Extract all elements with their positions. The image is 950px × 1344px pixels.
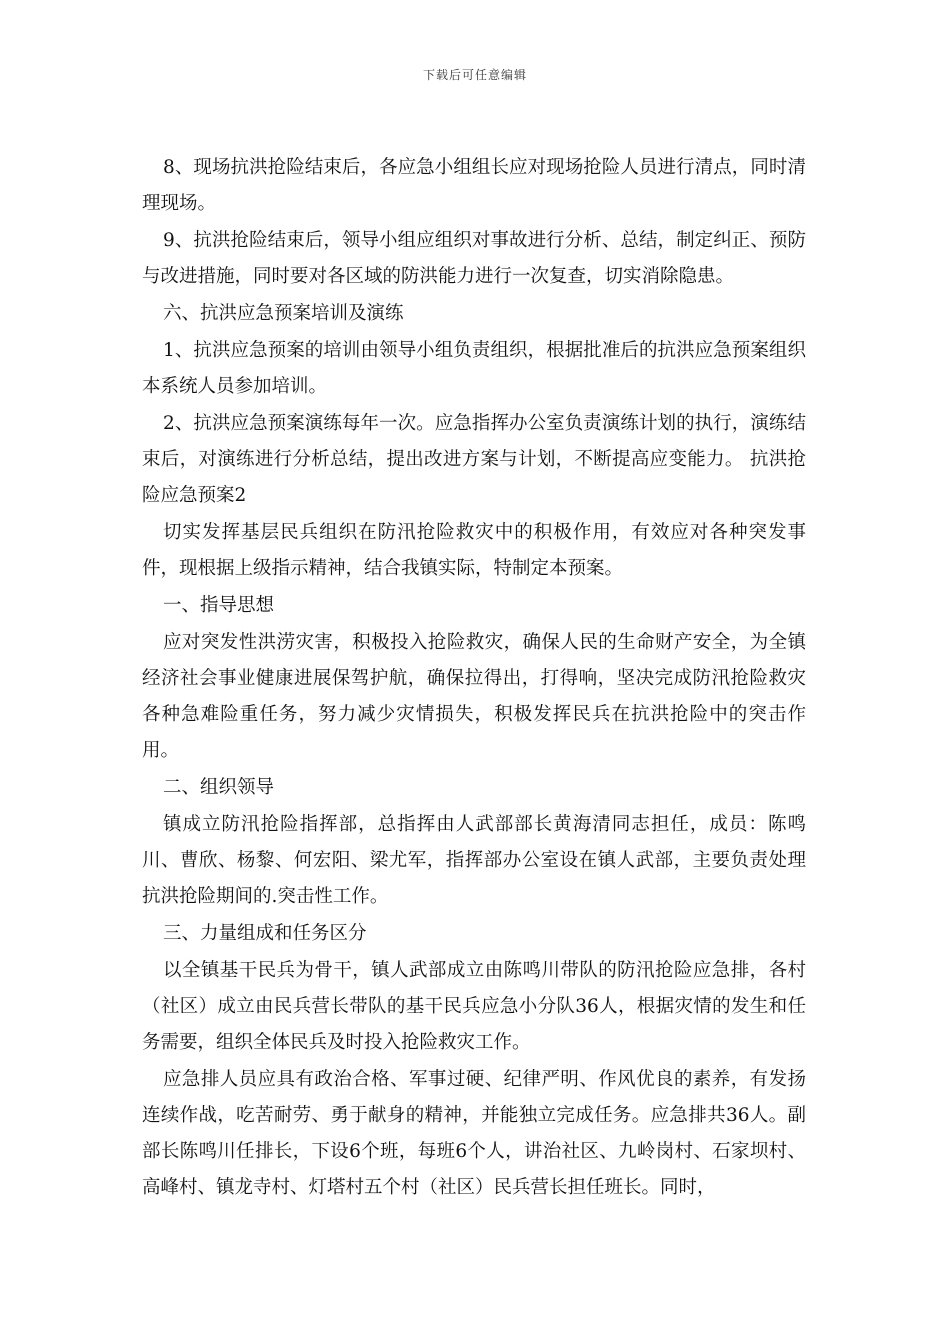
paragraph-guiding-thought: 应对突发性洪涝灾害，积极投入抢险救灾，确保人民的生命财产安全，为全镇经济社会事业健康进展保驾护航，确保拉得出，打得响，坚决完成防汛抢险救灾各种急难险重任务，努力减少灾情损失，积极发挥民兵在抗洪抢险中的突击作用。 bbox=[142, 632, 806, 761]
paragraph-training-1: 1、抗洪应急预案的培训由领导小组负责组织，根据批准后的抗洪应急预案组织本系统人员参加培训。 bbox=[142, 340, 806, 397]
paragraph-leadership: 镇成立防汛抢险指挥部，总指挥由人武部部长黄海清同志担任，成员：陈鸣川、曹欣、杨黎、何宏阳、梁尤军，指挥部办公室设在镇人武部，主要负责处理抗洪抢险期间的.突击性工作。 bbox=[142, 814, 806, 907]
section-heading-guiding-thought: 一、指导思想 bbox=[163, 595, 275, 616]
document-body bbox=[142, 150, 806, 1206]
section-heading-training: 六、抗洪应急预案培训及演练 bbox=[163, 303, 404, 324]
page-header: 下载后可任意编辑 bbox=[422, 68, 527, 82]
paragraph-item-9: 9、抗洪抢险结束后，领导小组应组织对事故进行分析、总结，制定纠正、预防与改进措施，同时要对各区域的防洪能力进行一次复查，切实消除隐患。 bbox=[142, 230, 806, 287]
section-heading-leadership: 二、组织领导 bbox=[163, 777, 275, 798]
paragraph-training-2: 2、抗洪应急预案演练每年一次。应急指挥办公室负责演练计划的执行，演练结束后，对演练进行分析总结，提出改进方案与计划，不断提高应变能力。 抗洪抢险应急预案2 bbox=[142, 413, 806, 506]
paragraph-forces: 以全镇基干民兵为骨干，镇人武部成立由陈鸣川带队的防汛抢险应急排，各村（社区）成立由民兵营长带队的基干民兵应急小分队36人，根据灾情的发生和任务需要，组织全体民兵及时投入抢险救灾工作。 bbox=[142, 960, 806, 1053]
paragraph-emergency-platoon: 应急排人员应具有政治合格、军事过硬、纪律严明、作风优良的素养，有发扬连续作战，吃苦耐劳、勇于献身的精神，并能独立完成任务。应急排共36人。副部长陈鸣川任排长，下设6个班，每班6个人，讲治社区、九岭岗村、石家坝村、高峰村、镇龙寺村、灯塔村五个村（社区）民兵营长担任班长。同时， bbox=[142, 1069, 806, 1198]
paragraph-intro: 切实发挥基层民兵组织在防汛抢险救灾中的积极作用，有效应对各种突发事件，现根据上级指示精神，结合我镇实际，特制定本预案。 bbox=[142, 522, 806, 579]
section-heading-forces: 三、力量组成和任务区分 bbox=[163, 923, 367, 944]
paragraph-item-8: 8、现场抗洪抢险结束后，各应急小组组长应对现场抢险人员进行清点，同时清理现场。 bbox=[142, 157, 806, 214]
